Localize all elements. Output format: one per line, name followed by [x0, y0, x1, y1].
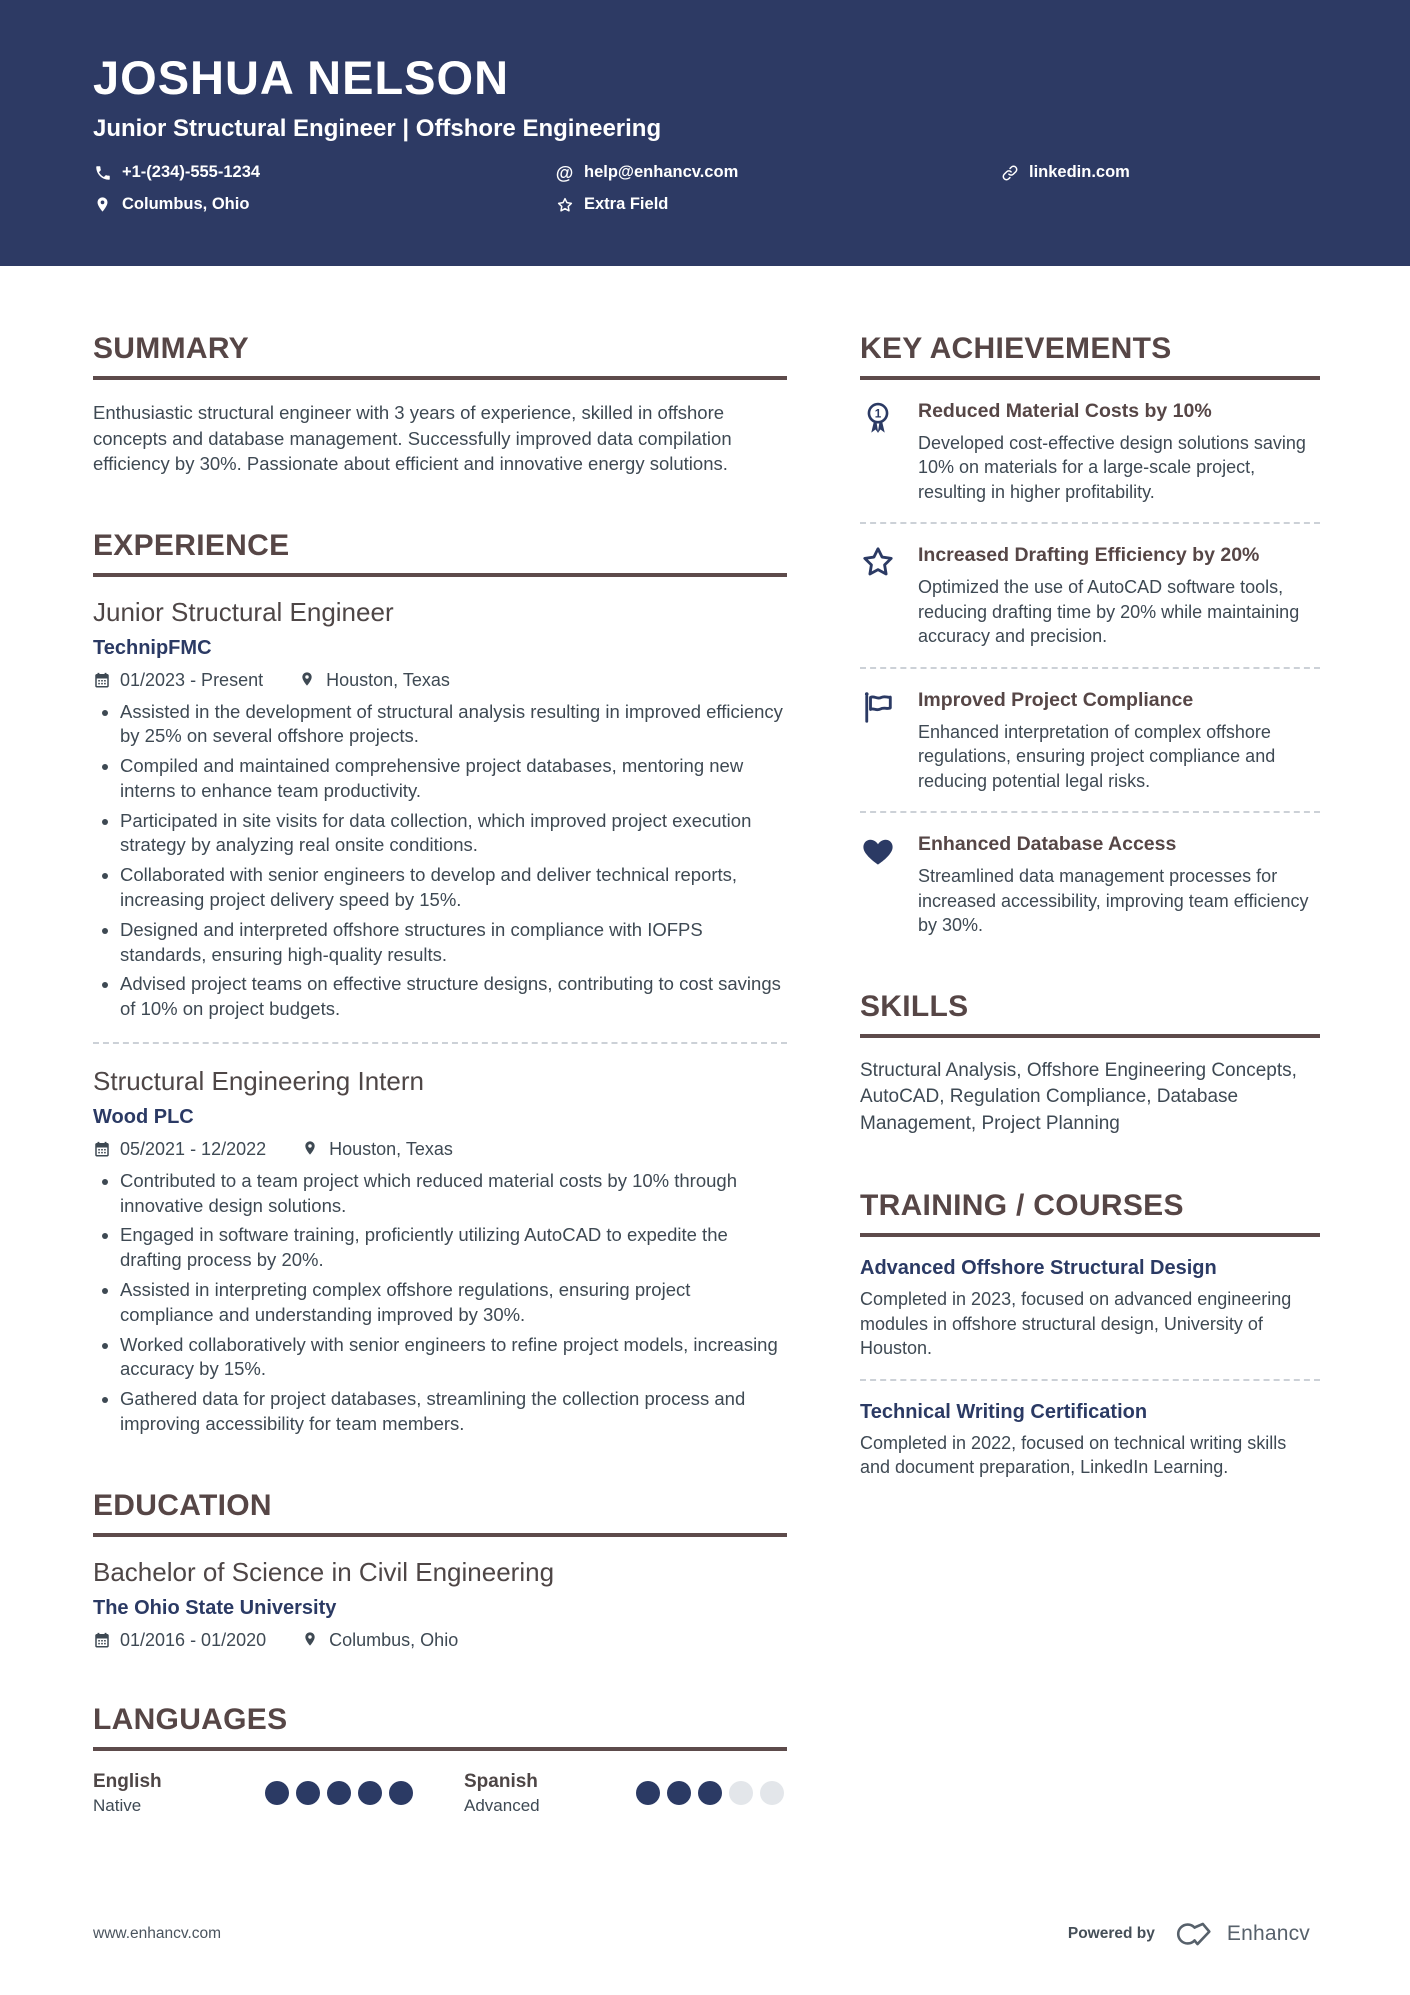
- link-icon: [1000, 163, 1019, 182]
- footer: [93, 1921, 1310, 1947]
- education-dates: [93, 1630, 266, 1651]
- language-level-dots: [265, 1781, 413, 1805]
- level-dot-filled: [389, 1781, 413, 1805]
- calendar-icon: [93, 1140, 111, 1158]
- language-name: English: [93, 1770, 162, 1792]
- job-location: [302, 1139, 453, 1160]
- dashed-divider: [860, 811, 1320, 813]
- flag-icon: [860, 689, 900, 793]
- location-pin-icon: [299, 671, 317, 689]
- course-text: Completed in 2023, focused on advanced engineering modules in offshore structural design, University of Houston.: [860, 1289, 1292, 1359]
- achievement-text: Developed cost-effective design solutions saving 10% on materials for a large-scale project, resulting in higher profitability.: [918, 433, 1306, 502]
- summary-text: Enthusiastic structural engineer with 3 years of experience, skilled in offshore concepts and database management. Successfully improved data compilation efficiency by 30%. Passionate about efficient and innovative energy solutions.: [93, 402, 732, 475]
- level-dot-filled: [698, 1781, 722, 1805]
- contact-linkedin-text: linkedin.com: [1029, 163, 1130, 181]
- bullet-item: • Gathered data for project databases, streamlining the collection process and improving accessibility for team members.: [120, 1387, 787, 1437]
- course-item: [860, 1401, 1320, 1480]
- left-column: [93, 332, 787, 1868]
- degree-title: Bachelor of Science in Civil Engineering: [93, 1556, 555, 1587]
- achievement-body: [918, 833, 1320, 937]
- level-dot-empty: [729, 1781, 753, 1805]
- experience-heading: EXPERIENCE: [93, 529, 787, 577]
- job-location-text: Houston, Texas: [329, 1138, 453, 1159]
- powered-by-label: Powered by: [1067, 1925, 1155, 1942]
- course-text: Completed in 2022, focused on technical writing skills and document preparation, LinkedIn Learning.: [860, 1432, 1287, 1478]
- language-labels: [464, 1771, 540, 1816]
- job-company: Wood PLC: [93, 1105, 194, 1128]
- job-headline: Junior Structural Engineer | Offshore Engineering: [93, 115, 662, 142]
- bullet-item: • Participated in site visits for data collection, which improved project execution strategy by analyzing real onsite conditions.: [120, 809, 787, 859]
- education-location: [302, 1630, 458, 1651]
- language-item: [464, 1771, 784, 1816]
- heart-icon: [860, 833, 900, 937]
- bullet-item: • Contributed to a team project which reduced material costs by 10% through innovative design solutions.: [120, 1169, 787, 1219]
- achievements-heading: KEY ACHIEVEMENTS: [860, 332, 1320, 380]
- right-column: [860, 332, 1320, 1868]
- skills-text: Structural Analysis, Offshore Engineering Concepts, AutoCAD, Regulation Compliance, Database Management, Project Planning: [860, 1059, 1297, 1134]
- achievement-text: Streamlined data management processes for increased accessibility, improving team efficiency by 30%.: [918, 866, 1309, 936]
- job-dates: [93, 1139, 266, 1160]
- achievement-item: [860, 544, 1320, 648]
- language-labels: [93, 1771, 162, 1816]
- level-dot-filled: [636, 1781, 660, 1805]
- contact-phone-text: +1-(234)-555-1234: [122, 163, 261, 181]
- achievement-title: Reduced Material Costs by 10%: [918, 400, 1212, 422]
- language-level-dots: [636, 1781, 784, 1805]
- contact-location: [93, 195, 555, 214]
- enhancv-logo-icon[interactable]: [1169, 1921, 1213, 1947]
- level-dot-filled: [296, 1781, 320, 1805]
- contact-email[interactable]: [555, 163, 1000, 182]
- contact-email-text: help@enhancv.com: [584, 163, 739, 181]
- contact-extra-field: [555, 195, 1000, 214]
- achievement-body: [918, 544, 1320, 648]
- level-dot-filled: [265, 1781, 289, 1805]
- achievement-item: [860, 689, 1320, 793]
- course-title: Advanced Offshore Structural Design: [860, 1257, 1217, 1280]
- level-dot-empty: [760, 1781, 784, 1805]
- job-bullet-list: [93, 1169, 787, 1437]
- contact-extra-text: Extra Field: [584, 195, 669, 213]
- svg-text:1: 1: [874, 407, 882, 421]
- main-content: [0, 266, 1410, 1868]
- language-item: [93, 1771, 413, 1816]
- achievement-body: [918, 689, 1320, 793]
- job-bullet-list: [93, 700, 787, 1022]
- job-entry: [93, 1066, 787, 1437]
- job-meta: [93, 1139, 787, 1160]
- job-dates: [93, 670, 263, 691]
- languages-grid: [93, 1771, 787, 1816]
- bullet-item: • Collaborated with senior engineers to develop and deliver technical reports, increasing project delivery speed by 15%.: [120, 863, 787, 913]
- contact-linkedin[interactable]: [1000, 163, 1317, 182]
- achievement-body: [918, 400, 1320, 504]
- location-pin-icon: [93, 195, 112, 214]
- achievement-item: [860, 833, 1320, 937]
- contact-row: [93, 163, 1317, 214]
- calendar-icon: [93, 1631, 111, 1649]
- job-meta: [93, 670, 787, 691]
- header: [0, 0, 1410, 266]
- achievement-title: Increased Drafting Efficiency by 20%: [918, 544, 1260, 567]
- training-heading: TRAINING / COURSES: [860, 1189, 1320, 1237]
- contact-phone: [93, 163, 555, 182]
- dashed-divider: [93, 1042, 787, 1044]
- language-name: Spanish: [464, 1770, 538, 1792]
- job-title: Structural Engineering Intern: [93, 1065, 424, 1096]
- star-icon: [860, 544, 900, 648]
- training-section: [860, 1189, 1320, 1479]
- achievement-text: Optimized the use of AutoCAD software tools, reducing drafting time by 20% while maintaining accuracy and precision.: [918, 577, 1300, 647]
- contact-location-text: Columbus, Ohio: [122, 195, 250, 213]
- job-company: TechnipFMC: [93, 636, 212, 659]
- summary-section: [93, 332, 787, 477]
- languages-heading: LANGUAGES: [93, 1703, 787, 1751]
- dashed-divider: [860, 1379, 1320, 1381]
- brand-name[interactable]: Enhancv: [1226, 1922, 1310, 1945]
- summary-heading: SUMMARY: [93, 332, 787, 380]
- experience-section: [93, 529, 787, 1437]
- job-title: Junior Structural Engineer: [93, 596, 394, 627]
- footer-branding: [1068, 1921, 1310, 1947]
- calendar-icon: [93, 671, 111, 689]
- email-at-icon: @: [555, 162, 574, 183]
- level-dot-filled: [667, 1781, 691, 1805]
- course-item: [860, 1257, 1320, 1360]
- education-location-text: Columbus, Ohio: [329, 1629, 459, 1650]
- education-meta: [93, 1630, 787, 1651]
- job-dates-text: 01/2023 - Present: [120, 669, 264, 690]
- bullet-item: • Compiled and maintained comprehensive project databases, mentoring new interns to enhance team productivity.: [120, 754, 787, 804]
- language-level: Advanced: [464, 1795, 540, 1815]
- achievement-title: Enhanced Database Access: [918, 833, 1177, 856]
- achievement-item: [860, 400, 1320, 504]
- location-pin-icon: [302, 1140, 320, 1158]
- course-title: Technical Writing Certification: [860, 1400, 1148, 1423]
- education-heading: EDUCATION: [93, 1489, 787, 1537]
- level-dot-filled: [358, 1781, 382, 1805]
- dashed-divider: [860, 667, 1320, 669]
- bullet-item: • Worked collaboratively with senior engineers to refine project models, increasing accuracy by 15%.: [120, 1333, 787, 1383]
- achievements-section: [860, 332, 1320, 938]
- skills-section: [860, 990, 1320, 1138]
- school-name: The Ohio State University: [93, 1596, 337, 1619]
- location-pin-icon: [302, 1631, 320, 1649]
- phone-icon: [93, 163, 112, 182]
- bullet-item: • Advised project teams on effective structure designs, contributing to cost savings of 10% on project budgets.: [120, 972, 787, 1022]
- medal-icon: [860, 400, 900, 504]
- achievement-text: Enhanced interpretation of complex offshore regulations, ensuring project compliance and reducing potential legal risks.: [918, 721, 1276, 791]
- job-dates-text: 05/2021 - 12/2022: [120, 1138, 267, 1159]
- footer-site-link[interactable]: www.enhancv.com: [93, 1925, 222, 1942]
- skills-heading: SKILLS: [860, 990, 1320, 1038]
- bullet-item: • Engaged in software training, proficiently utilizing AutoCAD to expedite the drafting process by 20%.: [120, 1223, 787, 1273]
- job-location: [299, 670, 450, 691]
- language-level: Native: [93, 1795, 142, 1815]
- achievement-title: Improved Project Compliance: [918, 688, 1194, 711]
- person-name: JOSHUA NELSON: [93, 51, 510, 104]
- star-outline-icon: [555, 195, 574, 214]
- level-dot-filled: [327, 1781, 351, 1805]
- job-location-text: Houston, Texas: [326, 669, 450, 690]
- bullet-item: • Designed and interpreted offshore structures in compliance with IOFPS standards, ensuring high-quality results.: [120, 918, 787, 968]
- bullet-item: • Assisted in interpreting complex offshore regulations, ensuring project compliance and understanding improved by 30%.: [120, 1278, 787, 1328]
- bullet-item: • Assisted in the development of structural analysis resulting in improved efficiency by 25% on several offshore projects.: [120, 700, 787, 750]
- education-dates-text: 01/2016 - 01/2020: [120, 1629, 267, 1650]
- education-section: [93, 1489, 787, 1651]
- dashed-divider: [860, 522, 1320, 524]
- languages-section: [93, 1703, 787, 1816]
- job-entry: [93, 597, 787, 1022]
